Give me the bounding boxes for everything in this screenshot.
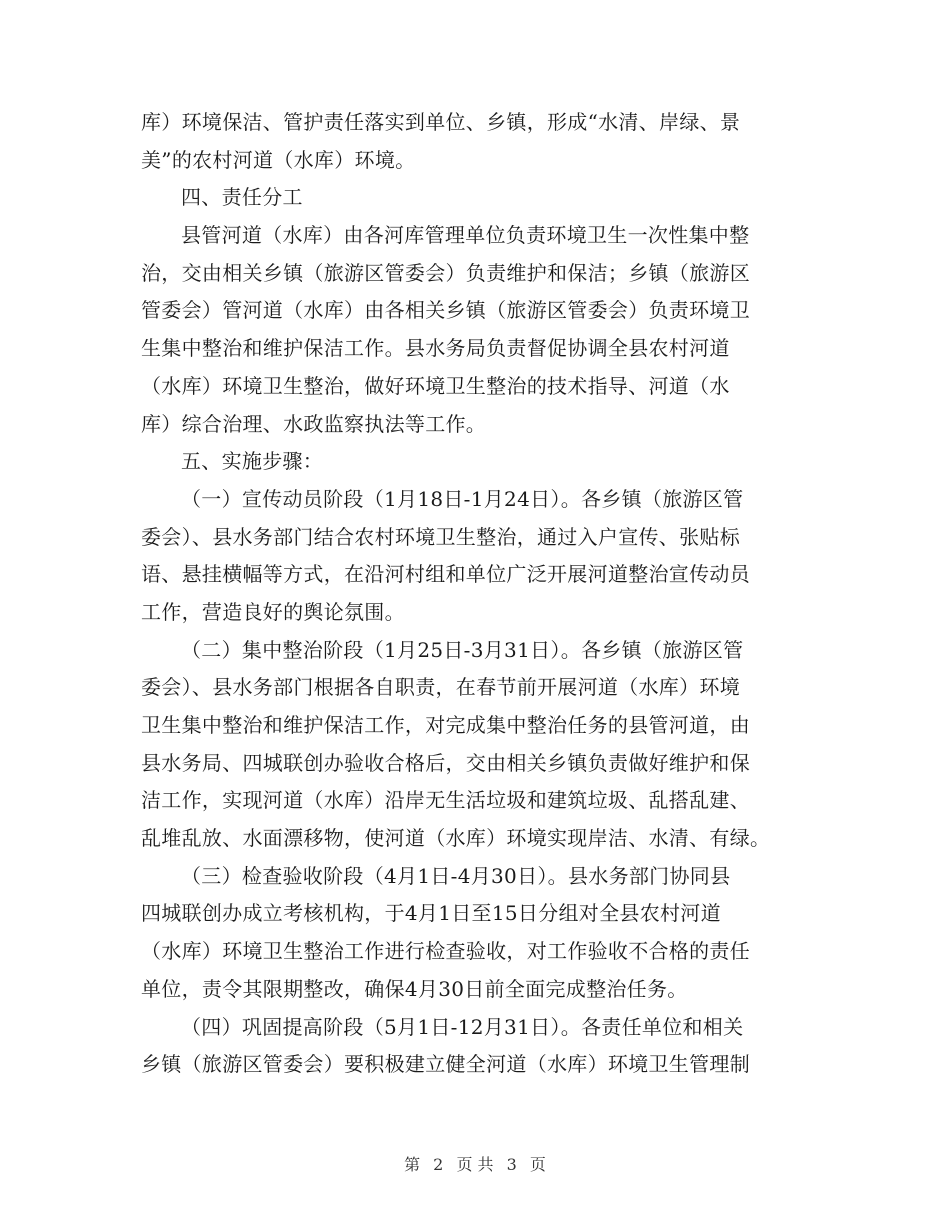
text-line: 工作，营造良好的舆论氛围。 [141,599,405,624]
text-line: （一）宣传动员阶段（1月18日-1月24日）。各乡镇（旅游区管 [181,486,744,511]
text-line: 生集中整治和维护保洁工作。县水务局负责督促协调全县农村河道 [141,336,730,361]
text-line: 委会）、县水务部门根据各自职责，在春节前开展河道（水库）环境 [141,675,740,700]
text-line: 县管河道（水库）由各河库管理单位负责环境卫生一次性集中整 [181,223,750,248]
text-line: 乱堆乱放、水面漂移物，使河道（水库）环境实现岸洁、水清、有绿。 [141,826,771,851]
text-line: 管委会）管河道（水库）由各相关乡镇（旅游区管委会）负责环境卫 [141,298,750,323]
text-line: （水库）环境卫生整治工作进行检查验收，对工作验收不合格的责任 [141,939,750,964]
text-line: 四、责任分工 [181,185,303,210]
text-line: 单位，责令其限期整改，确保4月30日前全面完成整治任务。 [141,976,688,1001]
footer-prefix: 第 [404,1155,421,1174]
text-line: 治，交由相关乡镇（旅游区管委会）负责维护和保洁；乡镇（旅游区 [141,260,750,285]
document-body [141,104,813,1084]
text-line: 库）环境保洁、管护责任落实到单位、乡镇，形成“水清、岸绿、景 [141,110,741,134]
footer-total-pages: 3 [506,1155,517,1174]
page-footer [0,1152,950,1175]
text-line: 县水务局、四城联创办验收合格后，交由相关乡镇负责做好维护和保 [141,750,750,775]
text-line: （四）巩固提高阶段（5月1日-12月31日）。各责任单位和相关 [181,1014,744,1039]
text-line: 洁工作，实现河道（水库）沿岸无生活垃圾和建筑垃圾、乱搭乱建、 [141,788,750,813]
text-line: 五、实施步骤： [181,449,324,474]
text-line: 卫生集中整治和维护保洁工作，对完成集中整治任务的县管河道，由 [141,713,750,737]
text-line: 委会）、县水务部门结合农村环境卫生整治，通过入户宣传、张贴标 [141,524,740,549]
footer-middle: 页 共 [456,1155,494,1174]
text-line: 乡镇（旅游区管委会）要积极建立健全河道（水库）环境卫生管理制 [141,1052,750,1077]
footer-suffix: 页 [529,1155,546,1174]
text-line: 库）综合治理、水政监察执法等工作。 [141,411,487,436]
text-line: （水库）环境卫生整治，做好环境卫生整治的技术指导、河道（水 [141,373,730,398]
footer-current-page: 2 [433,1155,444,1174]
text-line: （二）集中整治阶段（1月25日-3月31日）。各乡镇（旅游区管 [181,637,744,662]
text-line: 语、悬挂横幅等方式，在沿河村组和单位广泛开展河道整治宣传动员 [141,562,750,587]
text-line: 美”的农村河道（水库）环境。 [141,147,416,172]
text-line: 四城联创办成立考核机构，于4月1日至15日分组对全县农村河道 [141,901,721,926]
text-line: （三）检查验收阶段（4月1日-4月30日）。县水务部门协同县 [181,863,731,888]
